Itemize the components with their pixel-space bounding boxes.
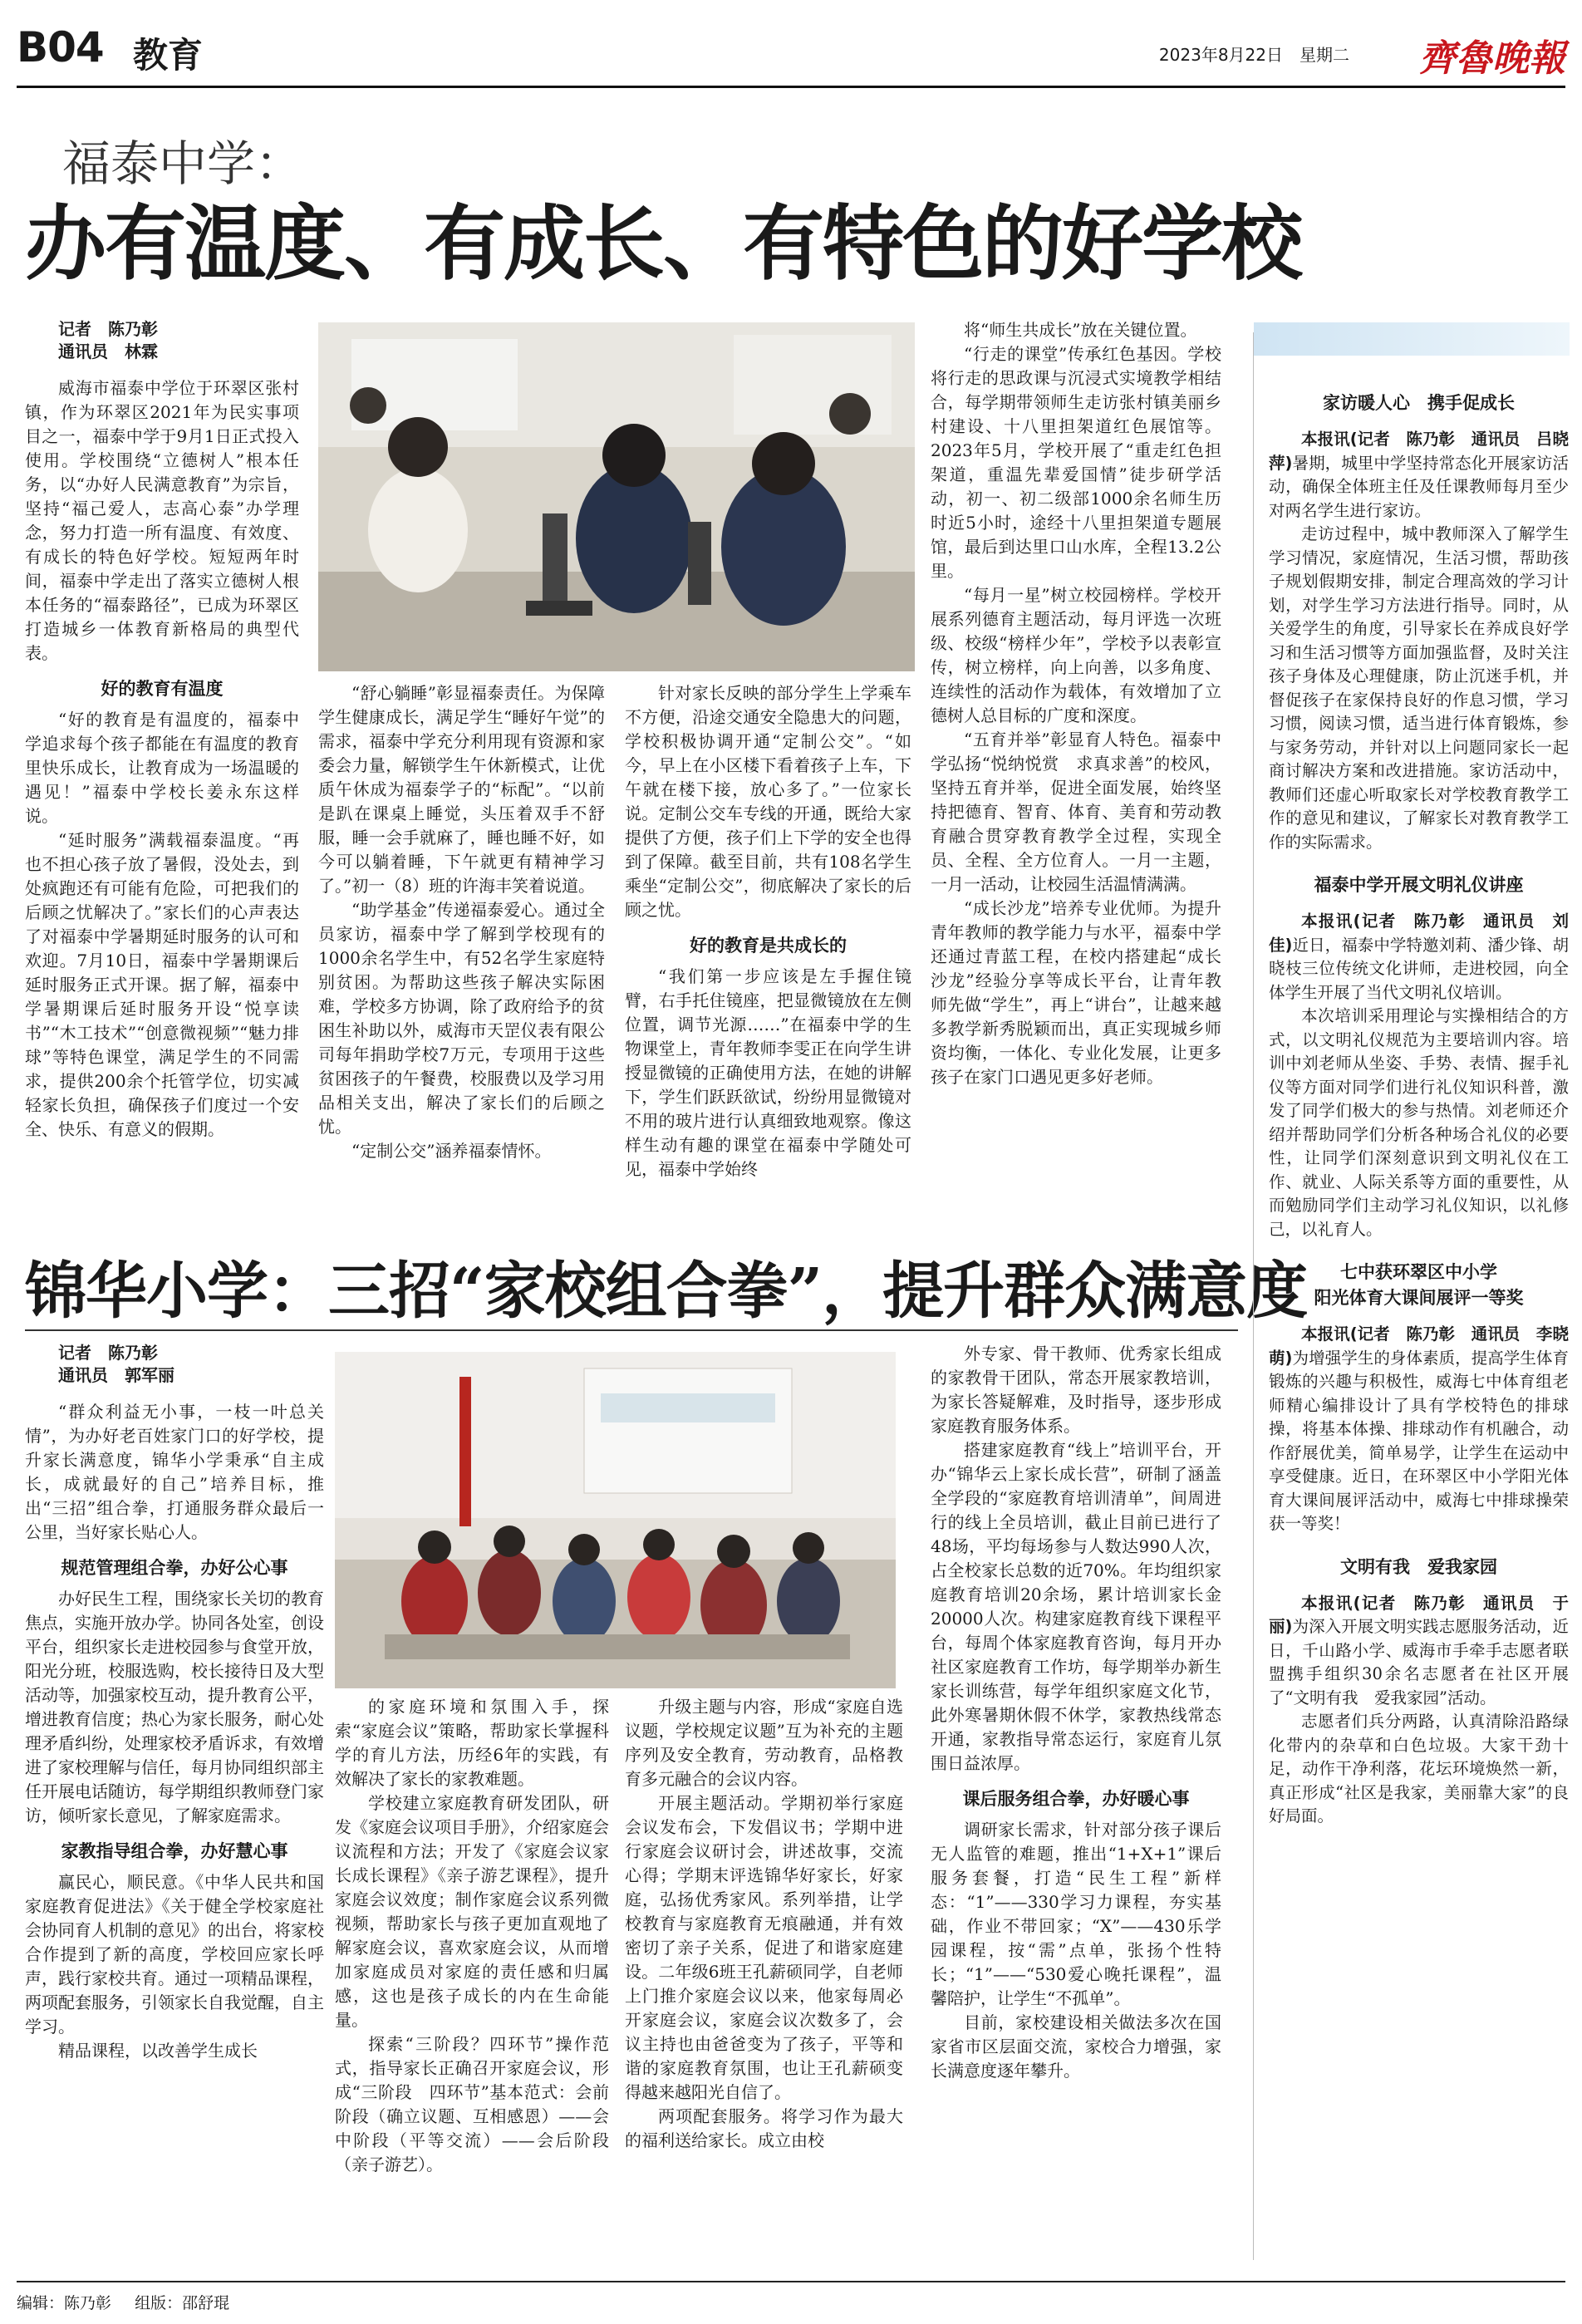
sidebar-brief-paragraph: 本报讯(记者 陈乃彰 通讯员 刘佳)近日，福泰中学特邀刘莉、潘少锋、胡晓枝三位传统文化讲师，走进校园，向全体学生开展了当代文明礼仪培训。: [1269, 911, 1569, 1002]
article1-col3-text: [625, 681, 911, 922]
article2-byline-reporter: 记者 陈乃彰: [58, 1343, 158, 1363]
article1-photo-microscope-class: [318, 322, 915, 671]
article2-subhead-3: 课后服务组合拳，办好暖心事: [962, 1789, 1190, 1809]
sidebar-brief-paragraph: 走访过程中，城中教师深入了解学生学习情况，家庭情况，生活习惯，帮助孩子规划假期安排，制定合理高效的学习计划，对学生学习方法进行指导。同时，从关爱学生的角度，引导家长在养成良好学习和生活习惯等方面加强监督，及时关注孩子身体及心理健康，防止沉迷手机，并督促孩子在家保持良好的作息习惯，学习习惯，阅读习惯，适当进行体育锻炼，参与家务劳动，并针对以上问题同家长一起商讨解决方案和改进措施。家访活动中，教师们还虚心听取家长对学校教育教学工作的意见和建议，了解家长对教育教学工作的实际需求。: [1269, 524, 1569, 852]
paragraph: 目前，家校建设相关做法多次在国家省市区层面交流，家校合力增强，家长满意度逐年攀升。: [931, 2012, 1221, 2081]
sidebar-brief: [1269, 1260, 1569, 1536]
sidebar-brief-title: 福泰中学开展文明礼仪讲座: [1314, 875, 1524, 895]
article2-col1: [25, 1342, 324, 2268]
article1-subhead-2: 好的教育是共成长的: [690, 936, 847, 956]
sidebar-brief-paragraph: 本报讯(记者 陈乃彰 通讯员 李晓萌)为增强学生的身体素质，提高学生体育锻炼的兴趣与积极性，威海七中体育组老师精心编排设计了具有学校特色的排球操，将基本体操、排球动作有机融合，动作舒展优美，简单易学，让学生在运动中享受健康。近日，在环翠区中小学阳光体育大课间展评活动中，威海七中排球操荣获一等奖！: [1269, 1324, 1569, 1533]
paragraph: “五育并举”彰显育人特色。福泰中学弘扬“悦纳悦赏 求真求善”的校风，坚持五育并举，促进全面发展，始终坚持把德育、智育、体育、美育和劳动教育融合贯穿教育教学全过程，实现全员、全程、全方位育人。一月一主题，一月一活动，让校园生活温情满满。: [931, 730, 1221, 894]
article2-col3-text: [625, 1695, 903, 2153]
article1-col4-text: [931, 318, 1221, 1089]
sidebar-brief-lead: 本报讯(记者 陈乃彰 通讯员 吕晓萍): [1269, 430, 1569, 473]
paragraph: “好的教育是有温度的，福泰中学追求每个孩子都能在有温度的教育里快乐成长，让教育成为一场温暖的遇见！”福泰中学校长姜永东这样说。: [25, 710, 299, 826]
article2-col2-text: [335, 1695, 609, 2177]
sidebar-brief-lead: 本报讯(记者 陈乃彰 通讯员 刘佳): [1269, 911, 1569, 955]
sidebar-brief-title: 文明有我 爱我家园: [1340, 1556, 1497, 1577]
article1-byline-correspondent: 通讯员 林霖: [58, 341, 158, 361]
paragraph: 两项配套服务。将学习作为最大的福利送给家长。成立由校: [625, 2106, 903, 2150]
article1-subhead-1: 好的教育有温度: [101, 679, 224, 699]
sidebar-brief: [1269, 872, 1569, 1241]
paragraph: 办好民生工程，围绕家长关切的教育焦点，实施开放办学。协同各处室，创设平台，组织家长走进校园参与食堂开放，阳光分班，校服选购，校长接待日及大型活动等，加强家校互动，提升教育公平，增进教育信度；热心为家长服务，耐心处理矛盾纠纷，处理家校矛盾诉求，有效增进了家校理解与信任，每月协同组织部主任开展电话随访，每学期组织教师登门家访，倾听家长意见，了解家庭需求。: [25, 1589, 324, 1825]
article1-kicker: 福泰中学：: [62, 135, 304, 192]
paragraph: “延时服务”满载福泰温度。“再也不担心孩子放了暑假，没处去，到处疯跑还有可能有危险，可把我们的后顾之忧解决了。”家长们的心声表达了对福泰中学暑期延时服务的认可和欢迎。7月10日，福泰中学暑期课后延时服务正式开课。据了解，福泰中学暑期课后延时服务开设“悦享读书”“木工技术”“创意微视频”“魅力排球”等特色课堂，满足学生的不同需求，提供200余个托管学位，切实减轻家长负担，确保孩子们度过一个安全、快乐、有意义的假期。: [25, 830, 299, 1139]
paragraph: 针对家长反映的部分学生上学乘车不方便，沿途交通安全隐患大的问题，学校积极协调开通“定制公交”。“如今，早上在小区楼下看着孩子上车，下午就在楼下接，放心多了。”一位家长说。定制公交车专线的开通，既给大家提供了方便，孩子们上下学的安全也得到了保障。截至目前，共有108名学生乘坐“定制公交”，彻底解决了家长的后顾之忧。: [625, 683, 911, 920]
article2-col2: [335, 1695, 609, 2268]
footer-editor: 编辑：陈乃彰: [17, 2294, 112, 2312]
article1-col1: [25, 318, 299, 1224]
paragraph: “助学基金”传递福泰爱心。通过全员家访，福泰中学了解到学校现有的1000余名学生中，有52名学生家庭特别贫困。为帮助这些孩子解决实际困难，学校多方协调，除了政府给予的贫困生补助以外，威海市天罡仪表有限公司每年捐助学校7万元，专项用于这些贫困孩子的午餐费，校服费以及学习用品相关支出，解决了家长们的后顾之忧。: [318, 900, 605, 1137]
paragraph: 威海市福泰中学位于环翠区张村镇，作为环翠区2021年为民实事项目之一，福泰中学于9月1日正式投入使用。学校围绕“立德树人”根本任务，以“办好人民满意教育”为宗旨，坚持“福己爱人，志高心泰”办学理念，努力打造一所有温度、有效度、有成长的特色好学校。短短两年时间，福泰中学走出了落实立德树人根本任务的“福泰路径”，已成为环翠区打造城乡一体教育新格局的典型代表。: [25, 378, 299, 663]
article1-byline-reporter: 记者 陈乃彰: [58, 319, 158, 339]
paragraph: 外专家、骨干教师、优秀家长组成的家教骨干团队，常态开展家教培训，为家长答疑解难，及时指导，逐步形成家庭教育服务体系。: [931, 1344, 1221, 1436]
article2-col4-text: [931, 1342, 1221, 1776]
news-briefs-sidebar: [1253, 332, 1569, 2260]
article1-headline: 办有温度、有成长、有特色的好学校: [25, 196, 1302, 292]
paragraph: 赢民心，顺民意。《中华人民共和国家庭教育促进法》《关于健全学校家庭社会协同育人机制的意见》的出台，将家校合作提到了新的高度，学校回应家长呼声，践行家校共育。通过一项精品课程，两项配套服务，引领家长自我觉醒，自主学习。: [25, 1872, 324, 2037]
article1-col4: [931, 318, 1221, 1226]
paragraph: 开展主题活动。学期初举行家庭会议发布会，下发倡议书；学期中进行家庭会议研讨会，讲述故事，交流心得；学期末评选锦华好家长，好家庭，弘扬优秀家风。系列举措，让学校教育与家庭教育无痕融通，并有效密切了亲子关系，促进了和谐家庭建设。二年级6班王孔薪硕同学，自老师上门推介家庭会议以来，他家每周必开家庭会议，家庭会议次数多了，会议主持也由爸爸变为了孩子，平等和谐的家庭教育氛围，也让王孔薪硕变得越来越阳光自信了。: [625, 1793, 903, 2102]
sidebar-brief-lead: 本报讯(记者 陈乃彰 通讯员 于丽): [1269, 1593, 1569, 1636]
sidebar-brief-paragraph: 本次培训采用理论与实操相结合的方式，以文明礼仪规范为主要培训内容。培训中刘老师从坐姿、手势、表情、握手礼仪等方面对同学们进行礼仪知识科普，激发了同学们极大的参与热情。刘老师还介绍并帮助同学们分析各种场合礼仪的必要性，让同学们深刻意识到文明礼仪在工作、就业、人际关系等方面的重要性，从而勉励同学们主动学习礼仪知识，以礼修己，以礼育人。: [1269, 1006, 1569, 1239]
paragraph: 探索“三阶段？四环节”操作范式，指导家长正确召开家庭会议，形成“三阶段 四环节”基本范式：会前阶段（确立议题、互相感恩）——会中阶段（平等交流）——会后阶段（亲子游艺）。: [335, 2034, 609, 2174]
article2-rule: [25, 1329, 1238, 1331]
sidebar-brief: [1269, 1555, 1569, 1829]
paragraph: 的家庭环境和氛围入手，探索“家庭会议”策略，帮助家长掌握科学的育儿方法，历经6年的实践，有效解决了家长的家教难题。: [335, 1697, 609, 1789]
article1-col2: [318, 681, 605, 1226]
page-code: B04: [17, 23, 104, 71]
article2-col3: [625, 1695, 903, 2268]
paragraph: “群众利益无小事，一枝一叶总关情”，为办好老百姓家门口的好学校，提升家长满意度，锦华小学秉承“自主成长，成就最好的自己”培养目标，推出“三招”组合拳，打通服务群众最后一公里，当好家长贴心人。: [25, 1402, 324, 1542]
article2-col1c-text: [25, 1870, 324, 2063]
issue-date: 2023年8月22日 星期二: [1158, 45, 1349, 65]
article2-headline: 锦华小学：三招“家校组合拳”，提升群众满意度: [25, 1255, 1308, 1327]
paragraph: “我们第一步应该是左手握住镜臂，右手托住镜座，把显微镜放在左侧位置，调节光源……”在福泰中学的生物课堂上，青年教师李雯正在向学生讲授显微镜的正确使用方法，在她的讲解下，学生们跃跃欲试，纷纷用显微镜对不用的玻片进行认真细致地观察。像这样生动有趣的课堂在福泰中学随处可见，福泰中学始终: [625, 966, 911, 1179]
paragraph: “舒心躺睡”彰显福泰责任。为保障学生健康成长，满足学生“睡好午觉”的需求，福泰中学充分利用现有资源和家委会力量，解锁学生午休新模式，让优质午休成为福泰学子的“标配”。“以前是趴在课桌上睡觉，头压着双手不舒服，睡一会手就麻了，睡也睡不好，如今可以躺着睡，下午就更有精神学习了。”初一（8）班的许海丰笑着说道。: [318, 683, 605, 896]
article2-subhead-2: 家教指导组合拳，办好慧心事: [61, 1841, 288, 1861]
article2-byline-correspondent: 通讯员 郭军丽: [58, 1365, 174, 1385]
page-footer: [17, 2281, 1565, 2313]
article2-photo-family-meeting: [335, 1352, 896, 1688]
section-name: 教育: [133, 35, 204, 76]
sidebar-brief-title: 家访暖人心 携手促成长: [1323, 393, 1515, 413]
article1-col3: [625, 681, 911, 1226]
article2-col1-text: [25, 1400, 324, 1545]
article1-col1-text: [25, 376, 299, 666]
paragraph: “定制公交”涵养福泰情怀。: [351, 1141, 552, 1161]
paragraph: 调研家长需求，针对部分孩子课后无人监管的难题，推出“1+X+1”课后服务套餐，打造“民生工程”新样态：“1”——330学习力课程，夯实基础，作业不带回家；“X”——430乐学园课程，按“需”点单，张扬个性特长；“1”——“530爱心晚托课程”，温馨陪护，让学生“不孤单”。: [931, 1820, 1221, 2008]
paragraph: “行走的课堂”传承红色基因。学校将行走的思政课与沉浸式实境教学相结合，每学期带领师生走访张村镇美丽乡村建设、十八里担架道红色展馆等。2023年5月，学校开展了“重走红色担架道，重温先辈爱国情”徒步研学活动，初一、初二级部1000余名师生历时近5小时，途经十八里担架道专题展馆，最后到达里口山水库，全程13.2公里。: [931, 344, 1221, 581]
article1-col2-text: [318, 681, 605, 1163]
paragraph: 搭建家庭教育“线上”培训平台，开办“锦华云上家长成长营”，研制了涵盖全学段的“家庭教育培训清单”，间周进行的线上全员培训，截止目前已进行了48场，平均每场参与人数达990人次，占全校家长总数的近70%。年均组织家庭教育培训20余场，累计培训家长金20000人次。构建家庭教育线下课程平台，每周个体家庭教育咨询，每月开办社区家庭教育工作坊，每学期举办新生家长训练营，每学年组织家庭文化节，此外寒暑期休假不休学，家教热线常态开通，家教指导常态运行，家庭育儿氛围日益浓厚。: [931, 1440, 1221, 1773]
paragraph: 学校建立家庭教育研发团队，研发《家庭会议项目手册》，介绍家庭会议流程和方法；开发了《家庭会议家长成长课程》《亲子游艺课程》，提升家庭会议效度；制作家庭会议系列微视频，帮助家长与孩子更加直观地了解家庭会议，喜欢家庭会议，从而增加家庭成员对家庭的责任感和归属感，这也是孩子成长的内在生命能量。: [335, 1793, 609, 2030]
sidebar-brief-paragraph: 本报讯(记者 陈乃彰 通讯员 于丽)为深入开展文明实践志愿服务活动，近日，千山路小学、威海市手牵手志愿者联盟携手组织30余名志愿者在社区开展了“文明有我 爱我家园”活动。: [1269, 1593, 1569, 1707]
paragraph: “成长沙龙”培养专业优师。为提升青年教师的教学能力与水平，福泰中学还通过青蓝工程，在校内搭建起“成长沙龙”经验分享等成长平台，让青年教师先做“学生”，再上“讲台”，让越来越多教学新秀脱颖而出，真正实现城乡师资均衡，一体化、专业化发展，让更多孩子在家门口遇见更多好老师。: [931, 898, 1221, 1087]
header-rule: [17, 86, 1565, 88]
article1-col3b-text: [625, 965, 911, 1182]
sidebar-brief: [1269, 391, 1569, 854]
article2-col4b-text: [931, 1818, 1221, 2083]
sidebar-brief-paragraph: 本报讯(记者 陈乃彰 通讯员 吕晓萍)暑期，城里中学坚持常态化开展家访活动，确保全体班主任及任课教师每月至少对两名学生进行家访。: [1269, 430, 1569, 520]
article2-col4: [931, 1342, 1221, 2268]
masthead-logo: 齊魯晚報: [1419, 37, 1565, 80]
sidebar-brief-title: 七中获环翠区中小学 阳光体育大课间展评一等奖: [1314, 1262, 1524, 1308]
paragraph: “每月一星”树立校园榜样。学校开展系列德育主题活动，每月评选一次班级、校级“榜样少年”，学校予以表彰宣传，树立榜样，向上向善，以多角度、连续性的活动作为载体，有效增加了立德树人总目标的广度和深度。: [931, 585, 1221, 725]
sidebar-brief-lead: 本报讯(记者 陈乃彰 通讯员 李晓萌): [1269, 1324, 1569, 1368]
paragraph: 升级主题与内容，形成“家庭自选议题，学校规定议题”互为补充的主题序列及安全教育，劳动教育，品格教育多元融合的会议内容。: [625, 1697, 903, 1789]
paragraph: 将“师生共成长”放在关键位置。: [964, 320, 1197, 340]
paragraph: 精品课程，以改善学生成长: [58, 2041, 258, 2061]
sidebar-items: [1269, 332, 1569, 1829]
sidebar-brief-paragraph: 志愿者们兵分两路，认真清除沿路绿化带内的杂草和白色垃圾。大家干劲十足，动作干净利落，花坛环境焕然一新，真正形成“社区是我家，美丽靠大家”的良好局面。: [1269, 1712, 1569, 1825]
footer-layout: 组版：邵舒琨: [135, 2294, 230, 2312]
page-header: [17, 23, 1565, 88]
article1-col1b-text: [25, 708, 299, 1142]
article2-col1b-text: [25, 1587, 324, 1828]
article2-subhead-1: 规范管理组合拳，办好公心事: [61, 1558, 288, 1578]
